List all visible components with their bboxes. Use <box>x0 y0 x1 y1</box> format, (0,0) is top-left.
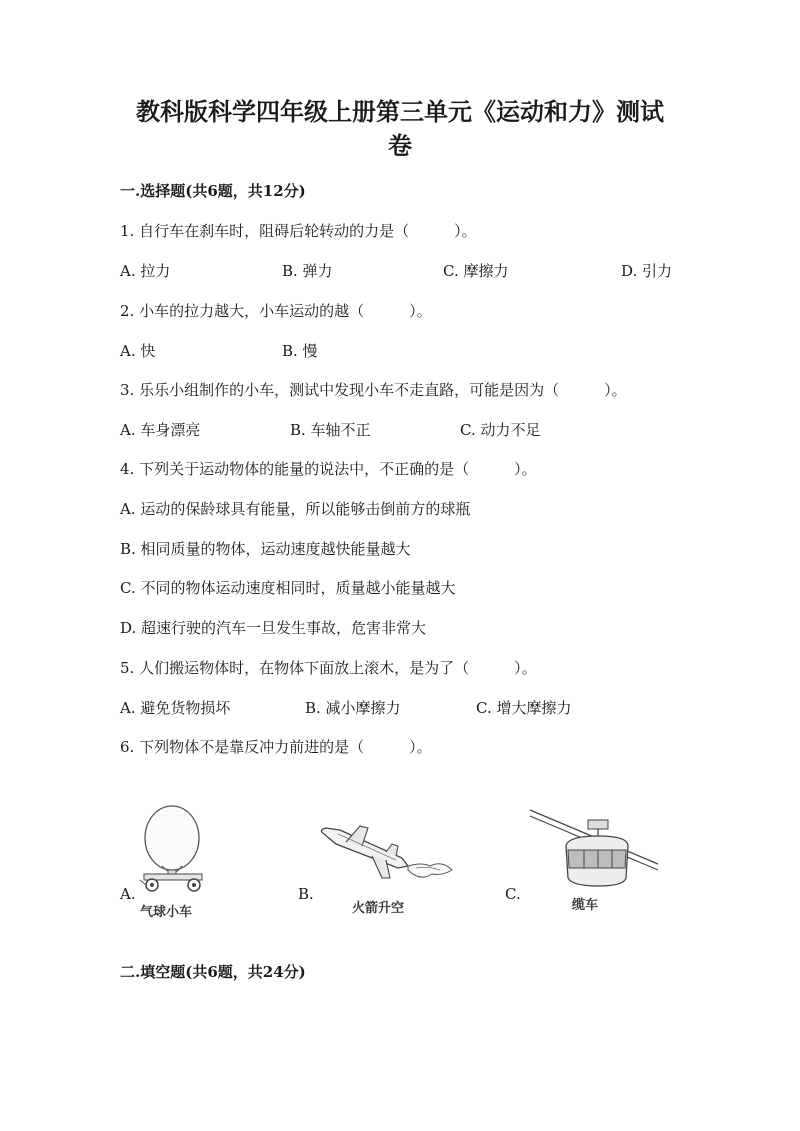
question-6-option-a: A. <box>120 885 136 903</box>
rocket-icon <box>316 822 456 890</box>
question-4-option-b: B. 相同质量的物体，运动速度越快能量越大 <box>120 540 411 558</box>
page-title <box>100 95 700 163</box>
question-1-option-b: B. 弹力 <box>282 262 333 280</box>
question-3-option-a: A. 车身漂亮 <box>120 421 201 439</box>
question-6-option-b: B. <box>298 885 314 903</box>
question-4-option-d: D. 超速行驶的汽车一旦发生事故，危害非常大 <box>120 619 427 637</box>
section-heading-choice: 一.选择题(共6题，共12分) <box>120 182 306 200</box>
question-3-option-b: B. 车轴不正 <box>290 421 371 439</box>
question-5-option-c: C. 增大摩擦力 <box>476 699 572 717</box>
question-1-option-c: C. 摩擦力 <box>443 262 509 280</box>
question-5-option-b: B. 减小摩擦力 <box>305 699 401 717</box>
question-1-option-a: A. 拉力 <box>120 262 171 280</box>
question-1-option-d: D. 引力 <box>621 262 673 280</box>
title-line-1: 教科版科学四年级上册第三单元《运动和力》测试 <box>136 97 664 126</box>
caption-balloon-car: 气球小车 <box>140 905 193 920</box>
caption-rocket: 火箭升空 <box>352 901 405 916</box>
caption-cable-car: 缆车 <box>572 898 599 913</box>
balloon-car-icon <box>132 800 212 895</box>
question-6: 6. 下列物体不是靠反冲力前进的是（ ）。 <box>120 738 432 756</box>
question-4-option-c: C. 不同的物体运动速度相同时，质量越小能量越大 <box>120 579 456 597</box>
question-4-option-a: A. 运动的保龄球具有能量，所以能够击倒前方的球瓶 <box>120 500 471 518</box>
question-6-option-c: C. <box>505 885 521 903</box>
question-2-option-a: A. 快 <box>120 342 156 360</box>
question-1: 1. 自行车在刹车时，阻碍后轮转动的力是（ ）。 <box>120 222 477 240</box>
question-2: 2. 小车的拉力越大，小车运动的越（ ）。 <box>120 302 432 320</box>
question-3-option-c: C. 动力不足 <box>460 421 541 439</box>
question-2-option-b: B. 慢 <box>282 342 318 360</box>
cable-car-icon <box>528 806 660 890</box>
question-5: 5. 人们搬运物体时，在物体下面放上滚木，是为了（ ）。 <box>120 659 537 677</box>
question-5-option-a: A. 避免货物损坏 <box>120 699 231 717</box>
question-4: 4. 下列关于运动物体的能量的说法中，不正确的是（ ）。 <box>120 460 537 478</box>
title-line-2: 卷 <box>388 131 412 160</box>
question-3: 3. 乐乐小组制作的小车，测试中发现小车不走直路，可能是因为（ ）。 <box>120 381 627 399</box>
section-heading-fill-blank: 二.填空题(共6题，共24分) <box>120 963 306 981</box>
